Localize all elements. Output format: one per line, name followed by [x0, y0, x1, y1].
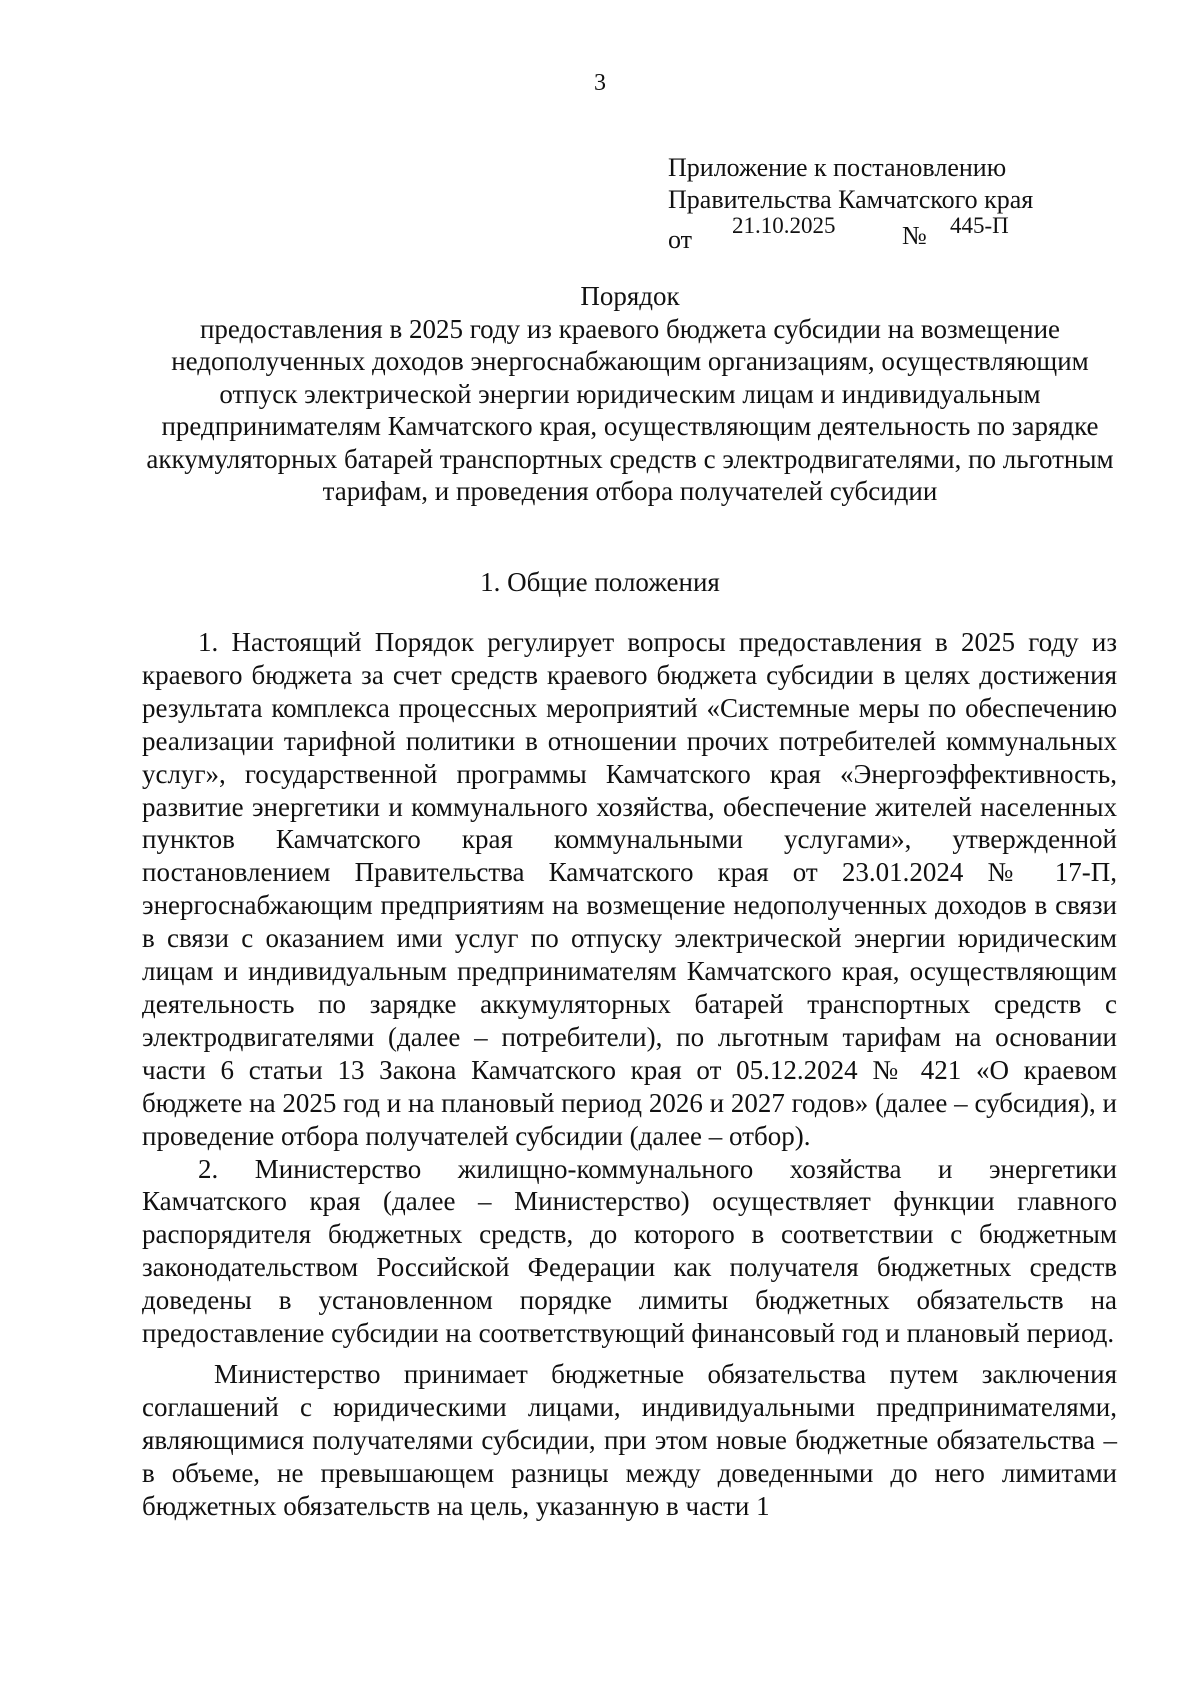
page-number: 3: [594, 70, 606, 96]
paragraph-2: 2. Министерство жилищно-коммунального хозяйства и энергетики Камчатского края (далее – Министерство) осуществляет функции главного распорядителя бюджетных средств, до которого в соответствии с бюджетным законодательством Российской Федерации как получателя бюджетных средств доведены в установленном порядке лимиты бюджетных обязательств на предоставление субсидии на соответствующий финансовый год и плановый период.: [142, 1153, 1117, 1349]
number-sign: №: [902, 221, 927, 250]
date-prefix: от: [668, 225, 693, 254]
appendix-date-row: [668, 213, 1033, 254]
appendix-block: [668, 152, 1034, 254]
body-text: [142, 626, 1117, 1522]
appendix-line-1: Приложение к постановлению: [668, 153, 1007, 182]
resolution-date: 21.10.2025: [732, 213, 836, 238]
paragraph-1: 1. Настоящий Порядок регулирует вопросы предоставления в 2025 году из краевого бюджета за счет средств краевого бюджета субсидии в целях достижения результата комплекса процессных мероприятий «Системные меры по обеспечению реализации тарифной политики в отношении прочих потребителей коммунальных услуг», государственной программы Камчатского края «Энергоэффективность, развитие энергетики и коммунального хозяйства, обеспечение жителей населенных пунктов Камчатского края коммунальными услугами», утвержденной постановлением Правительства Камчатского края от 23.01.2024 № 17-П, энергоснабжающим предприятиям на возмещение недополученных доходов в связи в связи с оказанием ими услуг по отпуску электрической энергии юридическим лицам и индивидуальным предпринимателям Камчатского края, осуществляющим деятельность по зарядке аккумуляторных батарей транспортных средств с электродвигателями (далее – потребители), по льготным тарифам на основании части 6 статьи 13 Закона Камчатского края от 05.12.2024 № 421 «О краевом бюджете на 2025 год и на плановый период 2026 и 2027 годов» (далее – субсидия), и проведение отбора получателей субсидии (далее – отбор).: [142, 627, 1117, 1151]
paragraph-3: Министерство принимает бюджетные обязательства путем заключения соглашений с юридическими лицами, индивидуальными предпринимателями, являющимися получателями субсидии, при этом новые бюджетные обязательства – в объеме, не превышающем разницы между доведенными до него лимитами бюджетных обязательств на цель, указанную в части 1: [142, 1358, 1117, 1521]
document-title: [145, 280, 1115, 508]
section-heading: 1. Общие положения: [480, 567, 720, 597]
resolution-number: 445-П: [950, 213, 1009, 238]
title-main: Порядок: [580, 281, 680, 311]
appendix-line-2: Правительства Камчатского края: [668, 185, 1034, 214]
title-subtitle: предоставления в 2025 году из краевого бюджета субсидии на возмещение недополученных доходов энергоснабжающим организациям, осуществляющим отпуск электрической энергии юридическим лицам и индивидуальным предпринимателям Камчатского края, осуществляющим деятельность по зарядке аккумуляторных батарей транспортных средств с электродвигателями, по льготным тарифам, и проведения отбора получателей субсидии: [146, 313, 1114, 506]
